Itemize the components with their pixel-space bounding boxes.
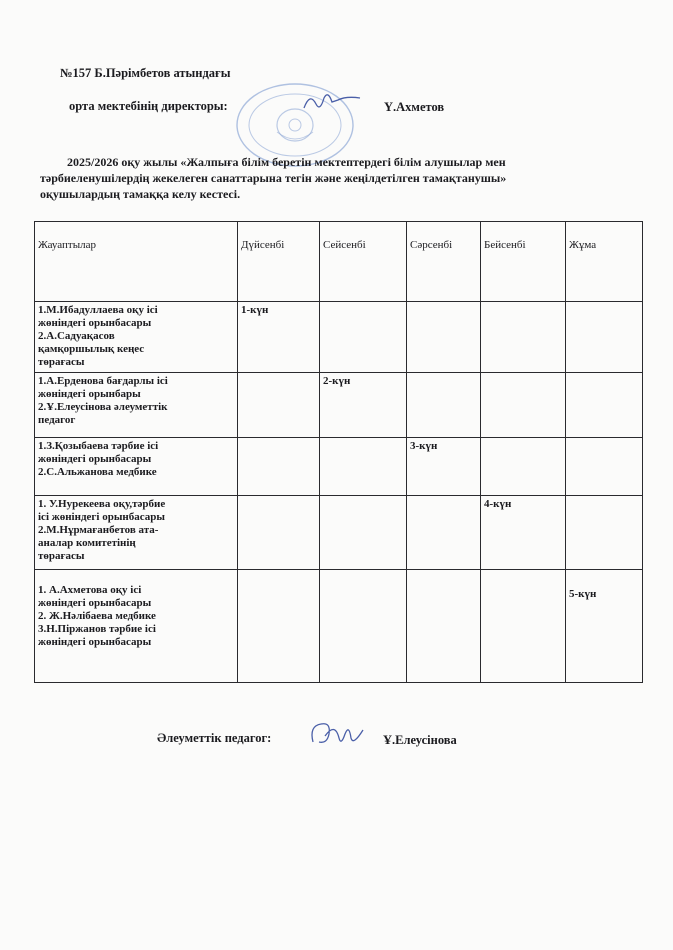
responsible-line: 3.Н.Піржанов тәрбие ісі (38, 623, 156, 635)
empty-cell (481, 373, 566, 438)
responsible-line: 1. У.Нурекеева оқу,тәрбие (38, 498, 166, 510)
day-cell: 1-күн (238, 302, 320, 373)
director-signature (300, 88, 364, 114)
responsible-cell (35, 373, 238, 438)
empty-cell (481, 302, 566, 373)
table-row (35, 570, 643, 683)
header-wednesday: Сәрсенбі (407, 222, 481, 302)
school-name: №157 Б.Пәрімбетов атындағы (60, 66, 231, 80)
table-row (35, 373, 643, 438)
responsible-line: төрағасы (38, 356, 85, 368)
responsible-line: 2. Ж.Нәлібаева медбике (38, 610, 156, 622)
empty-cell (238, 496, 320, 570)
table-row (35, 438, 643, 496)
responsible-line: 1.М.Ибадуллаева оқу ісі (38, 304, 158, 316)
responsible-cell (35, 570, 238, 683)
responsible-line: ісі жөніндегі орынбасары (38, 511, 165, 523)
empty-cell (566, 496, 643, 570)
responsible-line: жөніндегі орынбасары (38, 597, 152, 609)
schedule-title (40, 154, 625, 202)
table-row (35, 302, 643, 373)
empty-cell (238, 373, 320, 438)
day-cell: 3-күн (407, 438, 481, 496)
empty-cell (566, 302, 643, 373)
empty-cell (320, 496, 407, 570)
meal-schedule-table (34, 221, 643, 683)
responsible-line: жөніндегі орынбасары (38, 317, 152, 329)
responsible-line: қамқоршылық кеңес (38, 343, 145, 355)
empty-cell (407, 570, 481, 683)
responsible-line: жөніндегі орынбасары (38, 636, 152, 648)
day-cell: 2-күн (320, 373, 407, 438)
director-title: орта мектебінің директоры: (69, 99, 228, 113)
responsible-line: 2.А.Садуақасов (38, 330, 115, 342)
title-line-2: тәрбиеленушілердің жекелеген санаттарына тегін және жеңілдетілген тамақтанушы» (40, 171, 507, 185)
header-monday: Дүйсенбі (238, 222, 320, 302)
responsible-cell (35, 302, 238, 373)
empty-cell (566, 438, 643, 496)
responsible-line: 2.М.Нұрмағанбетов ата- (38, 524, 159, 536)
responsible-line: жөніндегі орынбары (38, 388, 141, 400)
responsible-cell (35, 496, 238, 570)
empty-cell (407, 373, 481, 438)
day-cell: 5-күн (566, 570, 643, 683)
empty-cell (566, 373, 643, 438)
responsible-line: төрағасы (38, 550, 85, 562)
responsible-line: 2.С.Альжанова медбике (38, 466, 157, 478)
title-line-1: 2025/2026 оқу жылы «Жалпыға білім беретін мектептердегі білім алушылар мен (67, 155, 506, 169)
empty-cell (320, 438, 407, 496)
title-line-3: оқушылардың тамаққа келу кестесі. (40, 187, 241, 201)
responsible-line: 1.А.Ерденова бағдарлы ісі (38, 375, 168, 387)
day-cell: 4-күн (481, 496, 566, 570)
empty-cell (238, 438, 320, 496)
responsible-line: 2.Ұ.Елеусінова әлеуметтік (38, 401, 168, 413)
responsible-cell (35, 438, 238, 496)
empty-cell (320, 570, 407, 683)
signer-name: Ұ.Елеусінова (383, 733, 457, 747)
empty-cell (481, 438, 566, 496)
empty-cell (238, 570, 320, 683)
table-row (35, 496, 643, 570)
responsible-line: педагог (38, 414, 76, 426)
empty-cell (407, 496, 481, 570)
responsible-line: жөніндегі орынбасары (38, 453, 152, 465)
table-header-row (35, 222, 643, 302)
header-responsible: Жауаптылар (35, 222, 238, 302)
header-thursday: Бейсенбі (481, 222, 566, 302)
responsible-line: 1.З.Қозыбаева тәрбие ісі (38, 440, 159, 452)
social-pedagogue-signature (305, 716, 367, 752)
responsible-line: 1. А.Ахметова оқу ісі (38, 584, 142, 596)
empty-cell (320, 302, 407, 373)
header-tuesday: Сейсенбі (320, 222, 407, 302)
director-name: Ү.Ахметов (384, 100, 445, 114)
empty-cell (407, 302, 481, 373)
signer-role: Әлеуметтік педагог: (157, 731, 272, 745)
empty-cell (481, 570, 566, 683)
header-friday: Жұма (566, 222, 643, 302)
responsible-line: аналар комитетінің (38, 537, 136, 549)
